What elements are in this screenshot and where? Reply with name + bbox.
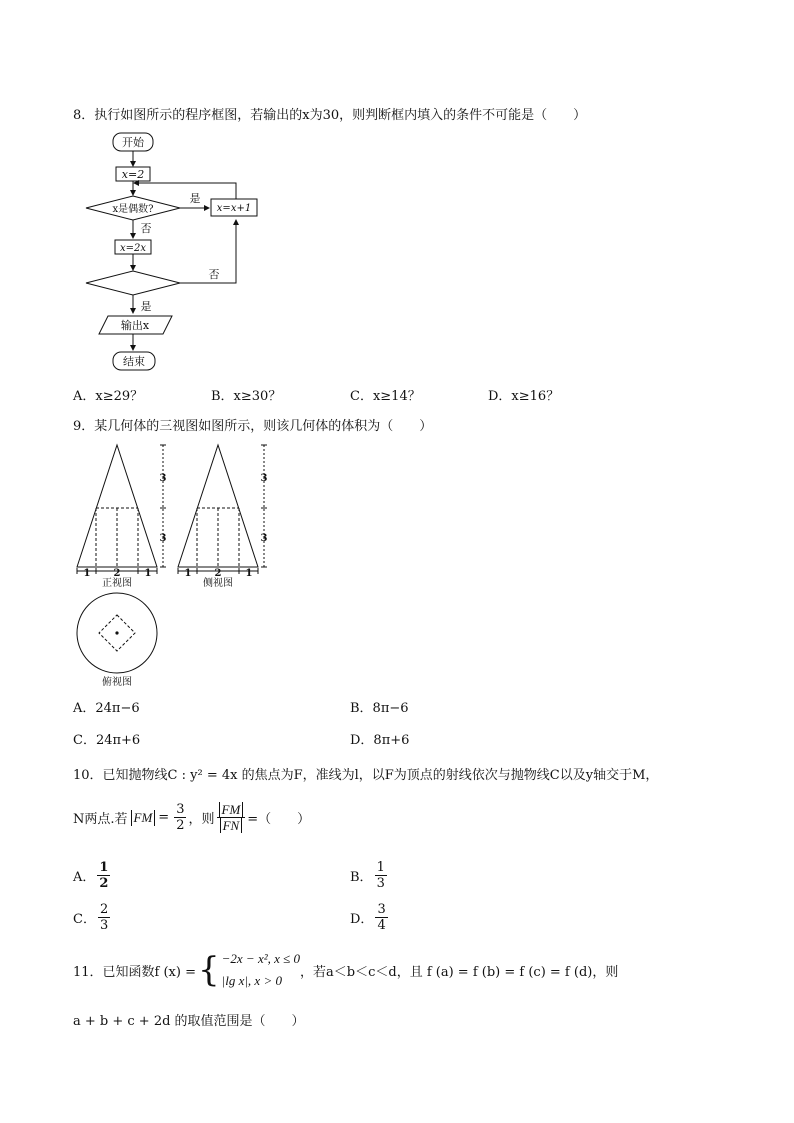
flow-end-text: 结束	[123, 355, 145, 368]
flow-no1: 否	[140, 222, 152, 235]
flow-double-text: x=2x	[119, 243, 147, 254]
q10-abs-fm: FM	[131, 810, 156, 826]
q11-case2: |lg x|, x > 0	[221, 973, 282, 988]
front-view-label: 正视图	[102, 578, 132, 589]
q10-option-a-label: A．	[73, 870, 96, 885]
q8-option-c: C．x≥14？	[350, 389, 421, 404]
q11-cases	[222, 948, 300, 992]
q10-option-d-label: D．	[350, 912, 374, 927]
q11-case1: −2x − x², x ≤ 0	[221, 951, 301, 966]
q8-stem: 8．执行如图所示的程序框图，若输出的x为30，则判断框内填入的条件不可能是（ ）	[73, 108, 587, 123]
flow-cond2-diamond	[86, 271, 180, 295]
side-dim-w2: 2	[214, 568, 222, 579]
q11-tail: ，若a＜b＜c＜d，且 f (a) = f (b) = f (c) = f (d)，则	[300, 964, 619, 980]
q10-text-b: ，则	[188, 812, 215, 827]
q10-option-c-label: C．	[73, 912, 96, 927]
q9-option-c: C．24π+6	[73, 733, 141, 748]
q8-flowchart	[78, 128, 288, 378]
front-dim-w1: 1	[83, 568, 91, 579]
flow-cond-text: x是偶数?	[112, 204, 154, 215]
q10-option-a	[73, 860, 112, 891]
q10-frac2-den: FN	[220, 818, 243, 833]
flow-output-text: 输出x	[120, 319, 150, 332]
q9-stem: 9．某几何体的三视图如图所示，则该几何体的体积为（ ）	[73, 419, 433, 434]
q10-a-num: 1	[99, 860, 109, 875]
q10-equals: =	[158, 810, 170, 825]
top-view-label: 俯视图	[102, 677, 132, 688]
q10-c-den: 3	[99, 918, 109, 933]
q11-brace: {	[198, 950, 220, 990]
q9-option-d: D．8π+6	[350, 733, 410, 748]
front-dim-h2: 3	[159, 533, 167, 544]
flow-yes2: 是	[140, 300, 152, 313]
q11-line1	[73, 948, 618, 992]
q10-b-den: 3	[376, 876, 385, 891]
side-dim-h2: 3	[260, 533, 268, 544]
front-dim-w3: 1	[144, 568, 152, 579]
q9-option-a: A．24π−6	[73, 701, 140, 716]
q10-text-c: =（ ）	[247, 812, 311, 827]
side-dim-w3: 1	[245, 568, 253, 579]
q10-frac1-den: 2	[176, 818, 185, 833]
flow-init-text: x=2	[121, 168, 145, 181]
flow-start-text: 开始	[122, 136, 144, 149]
side-dim-w1: 1	[184, 568, 192, 579]
q8-option-d: D．x≥16？	[488, 389, 560, 404]
q10-a-den: 2	[99, 876, 109, 891]
q10-frac2-num: FM	[219, 802, 244, 817]
side-view-label: 侧视图	[203, 578, 233, 589]
q10-fraction-3-2	[174, 802, 186, 833]
q10-c-num: 2	[99, 902, 109, 917]
q10-option-b	[350, 860, 389, 891]
q10-text-a: N两点.若	[73, 812, 128, 827]
q10-line2	[73, 802, 310, 833]
q10-option-b-label: B．	[350, 870, 373, 885]
q8-option-b: B．x≥30？	[211, 389, 282, 404]
q9-option-b: B．8π−6	[350, 701, 409, 716]
flow-no2: 否	[208, 268, 220, 281]
q10-option-d	[350, 902, 390, 933]
q9-three-views	[70, 440, 290, 690]
flow-inc-text: x=x+1	[216, 203, 252, 214]
q10-d-num: 3	[377, 902, 386, 917]
q10-option-c	[73, 902, 112, 933]
q10-fraction-fm-fn	[217, 802, 246, 833]
front-dim-w2: 2	[113, 568, 121, 579]
q10-frac1-num: 3	[176, 802, 185, 817]
q11-lead: 11．已知函数f (x) =	[73, 964, 196, 980]
side-dim-h1: 3	[260, 473, 268, 484]
q10-d-den: 4	[377, 918, 386, 933]
front-dim-h1: 3	[159, 473, 167, 484]
q11-line2: a + b + c + 2d 的取值范围是（ ）	[73, 1014, 305, 1029]
q10-line1: 10．已知抛物线C : y² = 4x 的焦点为F，准线为l，以F为顶点的射线依次与抛物线C以及y轴交于M，	[73, 768, 659, 783]
q8-option-a: A．x≥29？	[73, 389, 144, 404]
q10-b-num: 1	[376, 860, 385, 875]
flow-yes1: 是	[189, 192, 201, 205]
